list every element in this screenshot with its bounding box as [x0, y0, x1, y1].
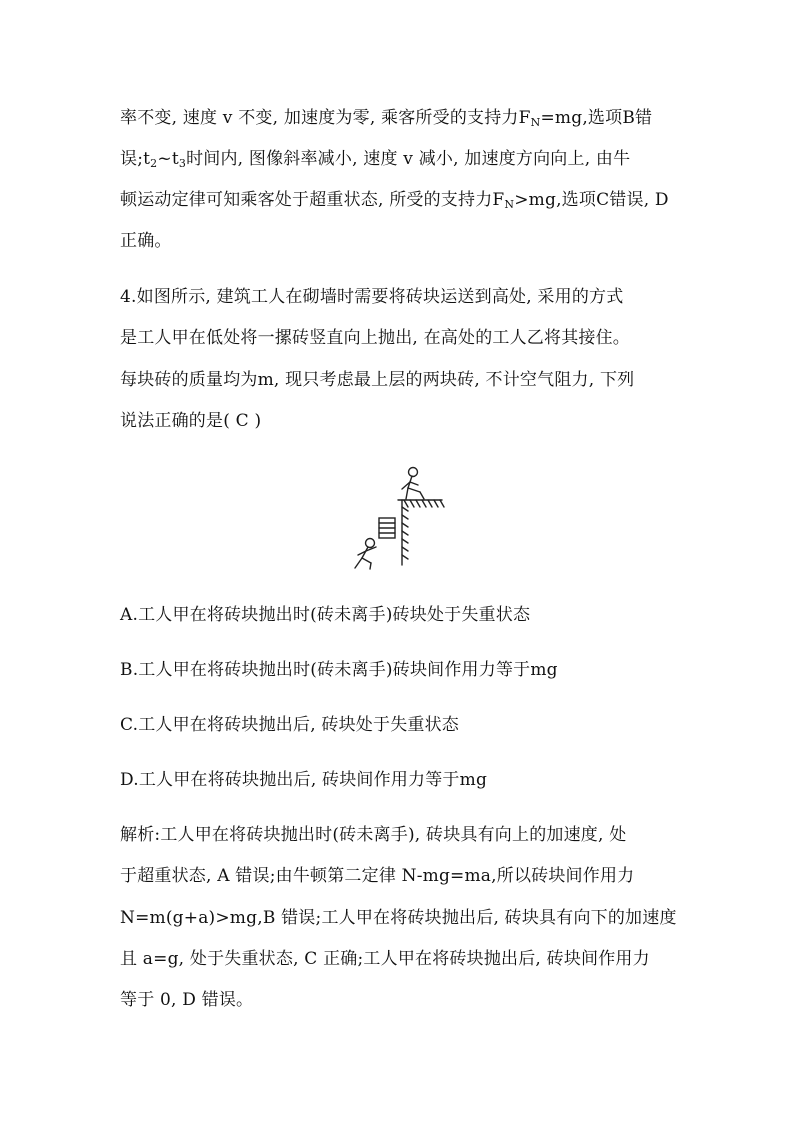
analysis-line-3: N=m(g+a)>mg,B 错误;工人甲在将砖块抛出后, 砖块具有向下的加速度	[120, 908, 677, 928]
analysis-line-2: 于超重状态, A 错误;由牛顿第二定律 N-mg=ma,所以砖块间作用力	[120, 866, 635, 886]
question-line-2: 是工人甲在低处将一摞砖竖直向上抛出, 在高处的工人乙将其接住。	[120, 328, 631, 348]
option-a: A.工人甲在将砖块抛出时(砖未离手)砖块处于失重状态	[120, 605, 531, 625]
brick-stack	[379, 518, 395, 538]
option-b: B.工人甲在将砖块抛出时(砖未离手)砖块间作用力等于mg	[120, 660, 558, 680]
option-d: D.工人甲在将砖块抛出后, 砖块间作用力等于mg	[120, 770, 488, 790]
solution-line-1: 率不变, 速度 v 不变, 加速度为零, 乘客所受的支持力$F_N=mg$,选项B错	[120, 108, 653, 129]
solution-line-2: 误$;t_2\sim t_3$时间内, 图像斜率减小, 速度 v 减小, 加速度方向向上, 由牛	[120, 149, 631, 170]
analysis-line-1: 解析:工人甲在将砖块抛出时(砖未离手), 砖块具有向上的加速度, 处	[120, 825, 627, 845]
question-line-1: 4.如图所示, 建筑工人在砌墙时需要将砖块运送到高处, 采用的方式	[120, 287, 624, 307]
question-line-4: 说法正确的是( C )	[120, 411, 262, 431]
lower-worker-figure	[355, 539, 376, 570]
worker-brick-figure	[340, 455, 450, 575]
upper-worker-figure	[402, 468, 424, 500]
question-line-3: 每块砖的质量均为m, 现只考虑最上层的两块砖, 不计空气阻力, 下列	[120, 370, 635, 390]
analysis-line-4: 且 a=g, 处于失重状态, C 正确;工人甲在将砖块抛出后, 砖块间作用力	[120, 949, 650, 969]
analysis-line-5: 等于 0, D 错误。	[120, 990, 254, 1010]
ledge-hatching	[404, 500, 444, 507]
solution-line-4: 正确。	[120, 231, 172, 251]
wall-hatching	[402, 507, 408, 559]
option-c: C.工人甲在将砖块抛出后, 砖块处于失重状态	[120, 715, 460, 735]
solution-line-3: 顿运动定律可知乘客处于超重状态, 所受的支持力$F_N>mg$,选项C错误, D	[120, 190, 669, 211]
